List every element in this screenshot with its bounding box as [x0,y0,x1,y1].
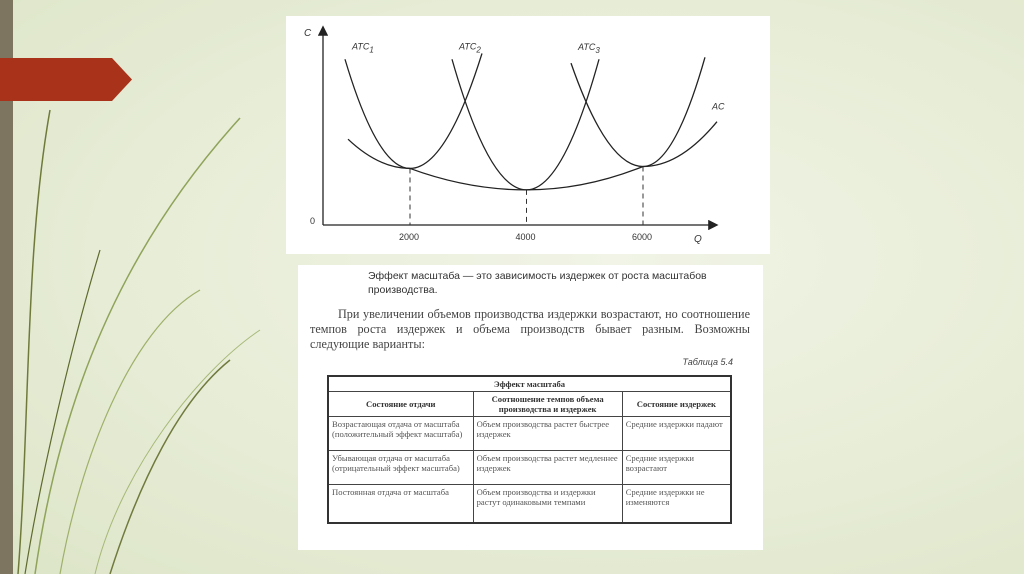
table-title: Эффект масштаба [328,376,731,392]
origin-label: 0 [310,216,316,226]
x-tick-label: 4000 [515,232,536,242]
cost-curves-chart [286,16,770,254]
table-row [328,451,731,485]
curve-atc3 [571,57,705,166]
curve-label-ac: AC [711,101,725,112]
table-header: Состояние издержек [622,392,731,417]
x-tick-label: 2000 [399,232,420,242]
table-cell: Объем производства растет быстрее издержек [473,417,622,451]
table-cell: Убывающая отдача от масштаба (отрицательный эффект масштаба) [328,451,473,485]
curve-label-atc2: ATC2 [458,41,481,55]
table-caption: Таблица 5.4 [682,357,733,367]
table-cell: Объем производства растет медленнее издержек [473,451,622,485]
table-header: Соотношение темпов объема производства и издержек [473,392,622,417]
table-cell: Средние издержки падают [622,417,731,451]
text-panel [298,265,763,550]
title-arrow-shape [0,58,132,101]
table-cell: Средние издержки не изменяются [622,485,731,523]
table-cell: Средние издержки возрастают [622,451,731,485]
table-cell: Объем производства и издержки растут одинаковыми темпами [473,485,622,523]
curve-label-atc3: ATC3 [578,42,600,56]
table-header: Состояние отдачи [328,392,473,417]
x-tick-label: 6000 [632,232,653,242]
paragraph-text: При увеличении объемов производства издержки возрастают, но соотношение темпов роста издержек и объема производств бывает разным. Возможны следующие варианты: [310,307,750,351]
table-cell: Постоянная отдача от масштаба [328,485,473,523]
definition-text: Эффект масштаба — это зависимость издержек от роста масштабов производства. [368,270,707,296]
chart-svg [286,16,770,254]
table-row [328,485,731,523]
table-cell: Возрастающая отдача от масштаба (положительный эффект масштаба) [328,417,473,451]
curve-label-atc1: ATC1 [351,41,374,55]
x-axis-label: Q [694,234,702,245]
y-axis-label: C [304,28,312,39]
scale-effect-table [327,375,732,524]
table-row [328,417,731,451]
curve-atc1 [345,53,482,168]
